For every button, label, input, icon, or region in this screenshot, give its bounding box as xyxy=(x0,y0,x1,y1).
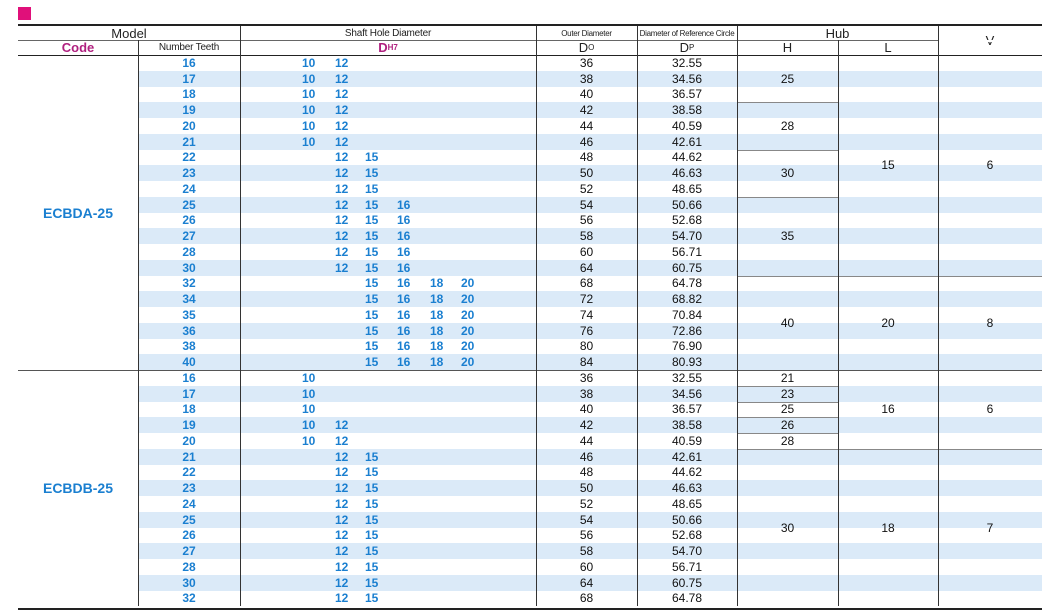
shaft-hole-value: 18 xyxy=(430,355,444,370)
outer-diameter-value: 40 xyxy=(579,87,594,102)
shaft-hole-value: 12 xyxy=(335,449,349,464)
shaft-hole-value: 15 xyxy=(365,213,379,228)
teeth-value: 17 xyxy=(182,71,196,86)
outer-diameter-value: 46 xyxy=(579,134,594,149)
shaft-hole-value: 10 xyxy=(302,433,316,448)
shaft-hole-value: 15 xyxy=(365,307,379,322)
v-value: 8 xyxy=(986,315,994,330)
hub-l-value: 15 xyxy=(881,158,895,173)
shaft-hole-value: 10 xyxy=(302,71,316,86)
teeth-value: 28 xyxy=(182,244,196,259)
shaft-hole-value: 16 xyxy=(397,260,411,275)
shaft-hole-value: 10 xyxy=(302,87,316,102)
shaft-hole-value: 10 xyxy=(302,103,316,118)
shaft-hole-value: 15 xyxy=(365,276,379,291)
hub-h-value: 28 xyxy=(780,433,795,448)
l-col-line xyxy=(838,40,839,606)
shaft-hole-value: 15 xyxy=(365,292,379,307)
teeth-value: 19 xyxy=(182,103,196,118)
hub-h-value: 25 xyxy=(780,402,795,417)
reference-diameter-value: 32.55 xyxy=(671,370,703,385)
teeth-value: 22 xyxy=(182,465,196,480)
shaft-hole-value: 12 xyxy=(335,87,349,102)
outer-diameter-value: 52 xyxy=(579,181,594,196)
shaft-hole-value: 18 xyxy=(430,307,444,322)
shaft-hole-value: 12 xyxy=(335,418,349,433)
reference-diameter-value: 48.65 xyxy=(671,181,703,196)
shaft-hole-value: 16 xyxy=(397,244,411,259)
shaft-hole-value: 20 xyxy=(461,323,475,338)
hub-h-value: 35 xyxy=(780,229,795,244)
shaft-hole-value: 16 xyxy=(397,307,411,322)
reference-diameter-value: 42.61 xyxy=(671,134,703,149)
shaft-hole-value: 20 xyxy=(461,339,475,354)
hub-h-value: 25 xyxy=(780,71,795,86)
reference-diameter-value: 42.61 xyxy=(671,449,703,464)
shaft-hole-value: 10 xyxy=(302,118,316,133)
shaft-hole-value: 12 xyxy=(335,559,349,574)
dp-col-line xyxy=(637,26,638,606)
v-value: 7 xyxy=(986,520,994,535)
shaft-hole-value: 12 xyxy=(335,465,349,480)
shaft-hole-value: 20 xyxy=(461,355,475,370)
shaft-hole-value: 18 xyxy=(430,339,444,354)
do-col-line xyxy=(536,26,537,606)
reference-diameter-value: 38.58 xyxy=(671,418,703,433)
reference-diameter-value: 72.86 xyxy=(671,323,703,338)
shaft-hole-value: 16 xyxy=(397,229,411,244)
model-code: ECBDB-25 xyxy=(42,480,113,497)
teeth-value: 34 xyxy=(182,292,196,307)
teeth-value: 23 xyxy=(182,166,196,181)
shaft-hole-value: 15 xyxy=(365,465,379,480)
reference-diameter-value: 76.90 xyxy=(671,339,703,354)
reference-diameter-value: 54.70 xyxy=(671,544,703,559)
shaft-hole-value: 12 xyxy=(335,134,349,149)
teeth-value: 30 xyxy=(182,575,196,590)
outer-diameter-value: 60 xyxy=(579,244,594,259)
hub-h-value: 40 xyxy=(780,315,795,330)
header-divider xyxy=(18,40,1042,41)
header-code: Code xyxy=(61,40,95,55)
outer-diameter-value: 58 xyxy=(579,229,594,244)
outer-diameter-value: 50 xyxy=(579,166,594,181)
reference-diameter-value: 52.68 xyxy=(671,528,703,543)
header-model: Model xyxy=(111,25,147,41)
teeth-value: 18 xyxy=(182,402,196,417)
teeth-value: 40 xyxy=(182,355,196,370)
outer-diameter-value: 36 xyxy=(579,55,594,70)
hub-h-value: 28 xyxy=(780,118,795,133)
outer-diameter-value: 46 xyxy=(579,449,594,464)
shaft-hole-value: 15 xyxy=(365,181,379,196)
shaft-hole-value: 16 xyxy=(397,276,411,291)
shaft-hole-value: 15 xyxy=(365,512,379,527)
shaft-hole-value: 15 xyxy=(365,339,379,354)
shaft-hole-value: 15 xyxy=(365,197,379,212)
reference-diameter-value: 52.68 xyxy=(671,213,703,228)
hub-h-value: 23 xyxy=(780,386,795,401)
shaft-hole-value: 18 xyxy=(430,323,444,338)
shaft-hole-value: 15 xyxy=(365,260,379,275)
reference-diameter-value: 56.71 xyxy=(671,559,703,574)
teeth-value: 32 xyxy=(182,276,196,291)
shaft-hole-value: 15 xyxy=(365,150,379,165)
outer-diameter-value: 64 xyxy=(579,260,594,275)
teeth-value: 27 xyxy=(182,544,196,559)
shaft-hole-value: 16 xyxy=(397,323,411,338)
shaft-hole-value: 12 xyxy=(335,229,349,244)
model-code: ECBDA-25 xyxy=(42,204,113,221)
reference-diameter-value: 60.75 xyxy=(671,575,703,590)
teeth-value: 22 xyxy=(182,150,196,165)
shaft-hole-value: 16 xyxy=(397,355,411,370)
teeth-value: 23 xyxy=(182,481,196,496)
teeth-value: 24 xyxy=(182,181,196,196)
reference-diameter-value: 46.63 xyxy=(671,166,703,181)
header-h: H xyxy=(782,40,793,55)
outer-diameter-value: 64 xyxy=(579,575,594,590)
shaft-hole-value: 15 xyxy=(365,496,379,511)
outer-diameter-value: 68 xyxy=(579,591,594,606)
reference-diameter-value: 40.59 xyxy=(671,433,703,448)
reference-diameter-value: 38.58 xyxy=(671,103,703,118)
teeth-value: 28 xyxy=(182,559,196,574)
reference-diameter-value: 32.55 xyxy=(671,55,703,70)
shaft-hole-value: 15 xyxy=(365,355,379,370)
outer-diameter-value: 74 xyxy=(579,307,594,322)
shaft-hole-value: 10 xyxy=(302,386,316,401)
reference-diameter-value: 50.66 xyxy=(671,197,703,212)
shaft-hole-value: 12 xyxy=(335,71,349,86)
teeth-value: 27 xyxy=(182,229,196,244)
header-dp: D P xyxy=(679,40,695,55)
teeth-value: 18 xyxy=(182,87,196,102)
outer-diameter-value: 36 xyxy=(579,370,594,385)
shaft-hole-value: 15 xyxy=(365,229,379,244)
teeth-value: 16 xyxy=(182,55,196,70)
teeth-value: 30 xyxy=(182,260,196,275)
teeth-value: 20 xyxy=(182,433,196,448)
teeth-value: 17 xyxy=(182,386,196,401)
teeth-value: 21 xyxy=(182,134,196,149)
hub-h-value: 26 xyxy=(780,418,795,433)
outer-diameter-value: 52 xyxy=(579,496,594,511)
reference-diameter-value: 70.84 xyxy=(671,307,703,322)
shaft-hole-value: 12 xyxy=(335,591,349,606)
teeth-value: 19 xyxy=(182,418,196,433)
outer-diameter-value: 72 xyxy=(579,292,594,307)
shaft-hole-value: 16 xyxy=(397,292,411,307)
outer-diameter-value: 58 xyxy=(579,544,594,559)
outer-diameter-value: 54 xyxy=(579,512,594,527)
outer-diameter-value: 38 xyxy=(579,71,594,86)
v-value: 6 xyxy=(986,402,994,417)
teeth-value: 26 xyxy=(182,213,196,228)
shaft-hole-value: 15 xyxy=(365,166,379,181)
outer-diameter-value: 44 xyxy=(579,118,594,133)
reference-diameter-value: 54.70 xyxy=(671,229,703,244)
shaft-hole-value: 12 xyxy=(335,481,349,496)
outer-diameter-value: 80 xyxy=(579,339,594,354)
header-do: D O xyxy=(578,40,595,55)
shaft-hole-value: 15 xyxy=(365,244,379,259)
reference-diameter-value: 80.93 xyxy=(671,355,703,370)
shaft-hole-value: 20 xyxy=(461,307,475,322)
shaft-hole-value: 16 xyxy=(397,213,411,228)
teeth-value: 26 xyxy=(182,528,196,543)
shaft-hole-value: 12 xyxy=(335,433,349,448)
shaft-hole-value: 12 xyxy=(335,166,349,181)
reference-diameter-value: 34.56 xyxy=(671,386,703,401)
shaft-hole-value: 10 xyxy=(302,418,316,433)
teeth-value: 38 xyxy=(182,339,196,354)
outer-diameter-value: 56 xyxy=(579,528,594,543)
teeth-value: 36 xyxy=(182,323,196,338)
shaft-hole-value: 18 xyxy=(430,292,444,307)
shaft-hole-value: 15 xyxy=(365,481,379,496)
outer-diameter-value: 56 xyxy=(579,213,594,228)
header-l: L xyxy=(884,40,892,55)
shaft-hole-value: 15 xyxy=(365,449,379,464)
hub-h-value: 30 xyxy=(780,520,795,535)
chain-wheel-table xyxy=(18,24,1042,610)
teeth-value: 35 xyxy=(182,307,196,322)
reference-diameter-value: 34.56 xyxy=(671,71,703,86)
hub-h-value: 30 xyxy=(780,166,795,181)
teeth-value: 25 xyxy=(182,197,196,212)
shaft-hole-value: 12 xyxy=(335,55,349,70)
reference-diameter-value: 56.71 xyxy=(671,244,703,259)
reference-diameter-value: 46.63 xyxy=(671,481,703,496)
hub-l-value: 18 xyxy=(881,520,895,535)
shaft-hole-value: 12 xyxy=(335,244,349,259)
shaft-hole-value: 12 xyxy=(335,197,349,212)
header-hub: Hub xyxy=(825,25,850,41)
shaft-hole-value: 15 xyxy=(365,575,379,590)
outer-diameter-value: 48 xyxy=(579,465,594,480)
hub-h-value: 21 xyxy=(780,370,795,385)
shaft-hole-value: 20 xyxy=(461,292,475,307)
shaft-hole-value: 10 xyxy=(302,134,316,149)
outer-diameter-value: 40 xyxy=(579,402,594,417)
shaft-hole-value: 12 xyxy=(335,103,349,118)
header-shaft-hole: Shaft Hole Diameter xyxy=(344,27,432,39)
outer-diameter-value: 50 xyxy=(579,481,594,496)
hub-col-line xyxy=(737,26,738,606)
v-header-mask xyxy=(939,40,1042,42)
shaft-hole-value: 10 xyxy=(302,55,316,70)
shaft-hole-value: 15 xyxy=(365,528,379,543)
v-value: 6 xyxy=(986,158,994,173)
reference-diameter-value: 44.62 xyxy=(671,465,703,480)
header-dh7: D H7 xyxy=(378,40,398,55)
hub-l-value: 20 xyxy=(881,315,895,330)
shaft-hole-value: 12 xyxy=(335,181,349,196)
shaft-hole-value: 10 xyxy=(302,402,316,417)
hub-l-value: 16 xyxy=(881,402,895,417)
outer-diameter-value: 60 xyxy=(579,559,594,574)
shaft-col-line xyxy=(240,26,241,606)
shaft-hole-value: 12 xyxy=(335,528,349,543)
teeth-value: 25 xyxy=(182,512,196,527)
outer-diameter-value: 42 xyxy=(579,103,594,118)
table-title xyxy=(18,5,35,21)
reference-diameter-value: 48.65 xyxy=(671,496,703,511)
shaft-hole-value: 20 xyxy=(461,276,475,291)
shaft-hole-value: 12 xyxy=(335,118,349,133)
outer-diameter-value: 44 xyxy=(579,433,594,448)
teeth-col-line xyxy=(138,40,139,606)
shaft-hole-value: 16 xyxy=(397,197,411,212)
shaft-hole-value: 15 xyxy=(365,591,379,606)
shaft-hole-value: 12 xyxy=(335,575,349,590)
outer-diameter-value: 38 xyxy=(579,386,594,401)
reference-diameter-value: 60.75 xyxy=(671,260,703,275)
shaft-hole-value: 16 xyxy=(397,339,411,354)
teeth-value: 16 xyxy=(182,370,196,385)
shaft-hole-value: 12 xyxy=(335,260,349,275)
outer-diameter-value: 76 xyxy=(579,323,594,338)
reference-diameter-value: 64.78 xyxy=(671,276,703,291)
shaft-hole-value: 12 xyxy=(335,150,349,165)
reference-diameter-value: 64.78 xyxy=(671,591,703,606)
title-marker-icon xyxy=(18,7,31,20)
outer-diameter-value: 54 xyxy=(579,197,594,212)
teeth-value: 20 xyxy=(182,118,196,133)
header-outer-diameter: Outer Diameter xyxy=(561,28,612,38)
reference-diameter-value: 40.59 xyxy=(671,118,703,133)
shaft-hole-value: 12 xyxy=(335,512,349,527)
shaft-hole-value: 15 xyxy=(365,559,379,574)
shaft-hole-value: 15 xyxy=(365,544,379,559)
shaft-hole-value: 10 xyxy=(302,370,316,385)
teeth-value: 24 xyxy=(182,496,196,511)
outer-diameter-value: 68 xyxy=(579,276,594,291)
reference-diameter-value: 50.66 xyxy=(671,512,703,527)
outer-diameter-value: 84 xyxy=(579,355,594,370)
teeth-value: 21 xyxy=(182,449,196,464)
v-col-line xyxy=(938,26,939,606)
shaft-hole-value: 12 xyxy=(335,544,349,559)
shaft-hole-value: 18 xyxy=(430,276,444,291)
shaft-hole-value: 12 xyxy=(335,213,349,228)
shaft-hole-value: 12 xyxy=(335,496,349,511)
outer-diameter-value: 42 xyxy=(579,418,594,433)
reference-diameter-value: 36.57 xyxy=(671,87,703,102)
shaft-hole-value: 15 xyxy=(365,323,379,338)
reference-diameter-value: 68.82 xyxy=(671,292,703,307)
outer-diameter-value: 48 xyxy=(579,150,594,165)
teeth-value: 32 xyxy=(182,591,196,606)
reference-diameter-value: 44.62 xyxy=(671,150,703,165)
reference-diameter-value: 36.57 xyxy=(671,402,703,417)
header-reference-circle: Diameter of Reference Circle xyxy=(639,28,735,38)
header-number-teeth: Number Teeth xyxy=(158,42,220,53)
